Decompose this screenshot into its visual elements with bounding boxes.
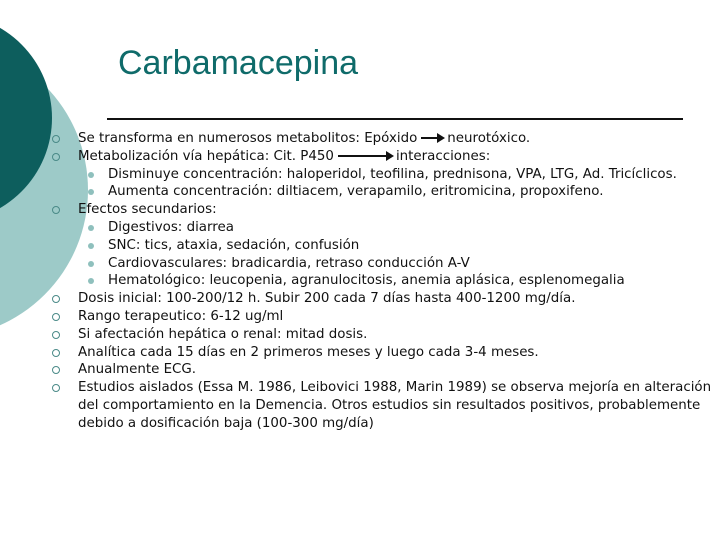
hollow-bullet-icon: [52, 366, 60, 374]
therapeutic-range-text: Rango terapeutico: 6-12 ug/ml: [78, 308, 284, 324]
list-item: [52, 308, 716, 326]
list-item: [52, 361, 716, 379]
list-item: [52, 201, 716, 219]
hollow-bullet-icon: [52, 153, 60, 161]
list-item: [52, 148, 716, 166]
right-arrow-icon: [421, 137, 443, 139]
metabolism-text: Metabolización vía hepática: Cit. P450: [78, 148, 334, 164]
hollow-bullet-icon: [52, 331, 60, 339]
metabolites-text: Se transforma en numerosos metabolitos: Epóxido: [78, 131, 418, 146]
filled-bullet-icon: [88, 225, 94, 231]
hollow-bullet-icon: [52, 206, 60, 214]
list-item: [52, 290, 716, 308]
sub-list-item: [52, 272, 716, 290]
hollow-bullet-icon: [52, 349, 60, 357]
side-effect-hemato: Hematológico: leucopenia, agranulocitosis, anemia aplásica, esplenomegalia: [108, 273, 625, 289]
metabolites-result: neurotóxico.: [447, 131, 531, 146]
filled-bullet-icon: [88, 189, 94, 195]
sub-list-item: [52, 183, 716, 201]
lab-tests-text: Analítica cada 15 días en 2 primeros meses y luego cada 3-4 meses.: [78, 344, 539, 360]
sub-list-item: [52, 255, 716, 273]
filled-bullet-icon: [88, 261, 94, 267]
interaction-decrease: Disminuye concentración: haloperidol, teofilina, prednisona, VPA, LTG, Ad. Tricíclicos.: [108, 166, 677, 182]
filled-bullet-icon: [88, 243, 94, 249]
studies-text: Estudios aislados (Essa M. 1986, Leibovici 1988, Marin 1989) se observa mejoría en alteración del comportamiento en la Demencia. Otros estudios sin resultados positivos, probablemente debido a dosificación baja (100-300 mg/día): [78, 380, 712, 431]
list-item: [52, 326, 716, 344]
interaction-increase: Aumenta concentración: diltiacem, verapamilo, eritromicina, propoxifeno.: [108, 184, 604, 200]
side-effect-cardio: Cardiovasculares: bradicardia, retraso conducción A-V: [108, 255, 470, 271]
list-item: [52, 379, 716, 432]
slide-content: [52, 130, 716, 433]
sub-list-item: [52, 166, 716, 184]
sub-list-item: [52, 237, 716, 255]
side-effects-heading: Efectos secundarios:: [78, 202, 217, 218]
hollow-bullet-icon: [52, 313, 60, 321]
list-item: [52, 130, 716, 148]
title-divider: [107, 118, 683, 120]
right-arrow-icon: [338, 155, 392, 157]
initial-dose-text: Dosis inicial: 100-200/12 h. Subir 200 cada 7 días hasta 400-1200 mg/día.: [78, 291, 576, 307]
ecg-text: Anualmente ECG.: [78, 362, 197, 378]
side-effect-digestive: Digestivos: diarrea: [108, 219, 234, 235]
hollow-bullet-icon: [52, 384, 60, 392]
filled-bullet-icon: [88, 172, 94, 178]
hollow-bullet-icon: [52, 135, 60, 143]
hollow-bullet-icon: [52, 295, 60, 303]
sub-list-item: [52, 219, 716, 237]
hepatic-renal-text: Si afectación hepática o renal: mitad dosis.: [78, 326, 368, 342]
metabolism-result: interacciones:: [395, 148, 491, 164]
list-item: [52, 344, 716, 362]
side-effect-cns: SNC: tics, ataxia, sedación, confusión: [108, 237, 360, 253]
slide-title: Carbamacepina: [118, 44, 359, 82]
filled-bullet-icon: [88, 278, 94, 284]
